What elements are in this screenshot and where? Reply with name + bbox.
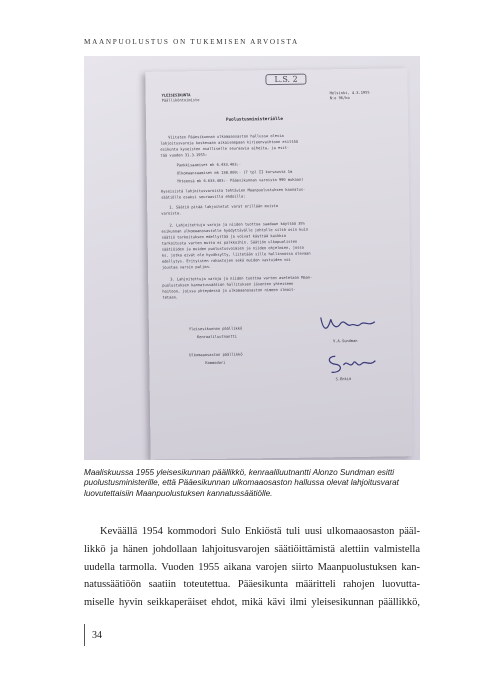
body-line: Keväällä 1954 kommodori Sulo Enkiöstä tuli uusi ulkomaaosaston pääl-	[100, 526, 420, 537]
letter-header-right-2: N:o 96/ko	[329, 95, 350, 101]
letter-line: esikunta kyseisten osalliselle seuraavia aiheita, ja esit-	[160, 145, 290, 152]
page-number: 34	[92, 630, 102, 641]
letter-line: joustaa varsin paljon.	[162, 264, 211, 270]
body-line: natussäätiöön saatiin toteutettua. Pääesikunta määritteli rahojen luovutta-	[84, 579, 420, 591]
typed-name-enkio: S.Enkiö	[335, 377, 352, 382]
running-head: MAANPUOLUSTUS ON TUKEMISEN ARVOISTA	[84, 38, 299, 46]
letter-line: varoista.	[161, 211, 182, 216]
letter-line: säätiölle osaksi seuraavilla ehdoilla:	[161, 194, 246, 200]
letter-subject: Puolustusministeriölle	[225, 116, 283, 123]
letter-line: puolustuksen kannatussäätiön hallituksen jäsenten yhteiseen	[162, 281, 294, 288]
letter-line: 2. Lahjoitettuja varoja ja niiden tuottoa saadaan käyttää 35%	[169, 221, 305, 228]
letter-header-left-1: YLEISESIKUNTA	[161, 93, 191, 98]
body-line: uudella tarmolla. Vuoden 1955 aikana varojen siirto Maanpuolustuksen kan-	[84, 561, 420, 573]
handwritten-number: L.S. 2	[265, 74, 306, 86]
typewritten-letter	[145, 68, 412, 460]
letter-header-left-2: Päälliköntoimisto	[161, 98, 200, 103]
letter-line: Kyseisistä lahjoitusvaroista tehtävien Maanpuolustuksen kannatus-	[160, 187, 306, 194]
signatory-title: Ulkomaaosaston päällikkö	[189, 352, 243, 358]
letter-line: hoitoon, joissa yhteydessä ja ulkomaanosaston nimeen ilmoit-	[162, 287, 296, 294]
letter-line: esikunnan ulkomaanosastolle hyödyttävälle johtolle siltä osin kuin	[161, 227, 309, 234]
letter-line: Ulkomaansaamiset mk 138.000:- (7 tpl II korvausta 1m	[176, 169, 293, 176]
signatory-rank: Kenraaliluutnantti	[196, 334, 238, 340]
letter-line: tetaan.	[162, 295, 179, 300]
signatory-title: Yleisesikunnan päällikkö	[188, 326, 243, 332]
letter-line: säätiö tarkoituksen edellyttää ja voivat käyttää kaikkia	[161, 233, 286, 240]
letter-line: ks. jotka eivät ole hyväksytty, liitetään sille hallinnossa olevaan	[161, 251, 311, 258]
body-paragraph	[84, 523, 420, 612]
letter-line: edellytys. Erityisten rahastojen sekä muiden vastuiden voi	[161, 257, 291, 264]
letter-line: Viitaten Pääesikunnan ulkomaaosaston hallussa olevia	[168, 133, 284, 140]
letter-line: säätiöiden ja muiden puolustusvoimien ja niiden ohjelmien, jossa	[161, 245, 304, 252]
photo-caption: Maaliskuussa 1955 yleisesikunnan päällikkö, kenraaliluutnantti Alonzo Sundman esitti puolustusministerille, että Pääesikunnan ulkomaaosaston hallussa olevat lahjoitusvarat luovutettaisiin Maanpuolustuksen kannatussäätiölle.	[84, 468, 399, 498]
letter-line: tää vuoden 31.3.1955:	[160, 152, 208, 158]
typed-name-sundman: V.A.Sundman	[333, 338, 358, 344]
handwritten-signature-enkio	[325, 353, 377, 376]
letter-line: lahjoitusvaroja koskevaan aikaisempaan kirjeenvaihtoon esittää	[160, 139, 298, 146]
body-line: miselle hyvin seikkaperäiset ehdot, mikä kävi ilmi yleisesikunnan päällikkö,	[84, 597, 420, 609]
letter-body	[145, 68, 412, 460]
letter-line: Pankkisaamiset mk 6.433.403:-	[176, 162, 242, 168]
handwritten-signature-sundman	[319, 313, 379, 338]
letter-line: tarkoitusta varten mutta ei palkkoihin. Säätiön ulkopuolisten	[161, 239, 298, 246]
folio-rule	[84, 624, 85, 646]
letter-line: Yhteensä mk 6.633.403:- Pääesikunnan varoista 990 mukaan)	[176, 177, 304, 184]
letter-line: 1. Säätiö pitää lahjoitetut varat erillään muista	[169, 204, 279, 210]
letter-line: 3. Lahjoitettuja varoja ja niiden tuottoa varten asetetaan Maan-	[170, 275, 313, 282]
signatory-rank: Kommodori	[205, 360, 226, 366]
document-photo	[84, 56, 420, 460]
letter-header-right-1: Helsinki, 4.3.1955	[329, 90, 370, 96]
body-line: likkö ja hänen johdollaan lahjoitusvarojen säätiöittämistä alettiin valmistella	[84, 543, 420, 555]
